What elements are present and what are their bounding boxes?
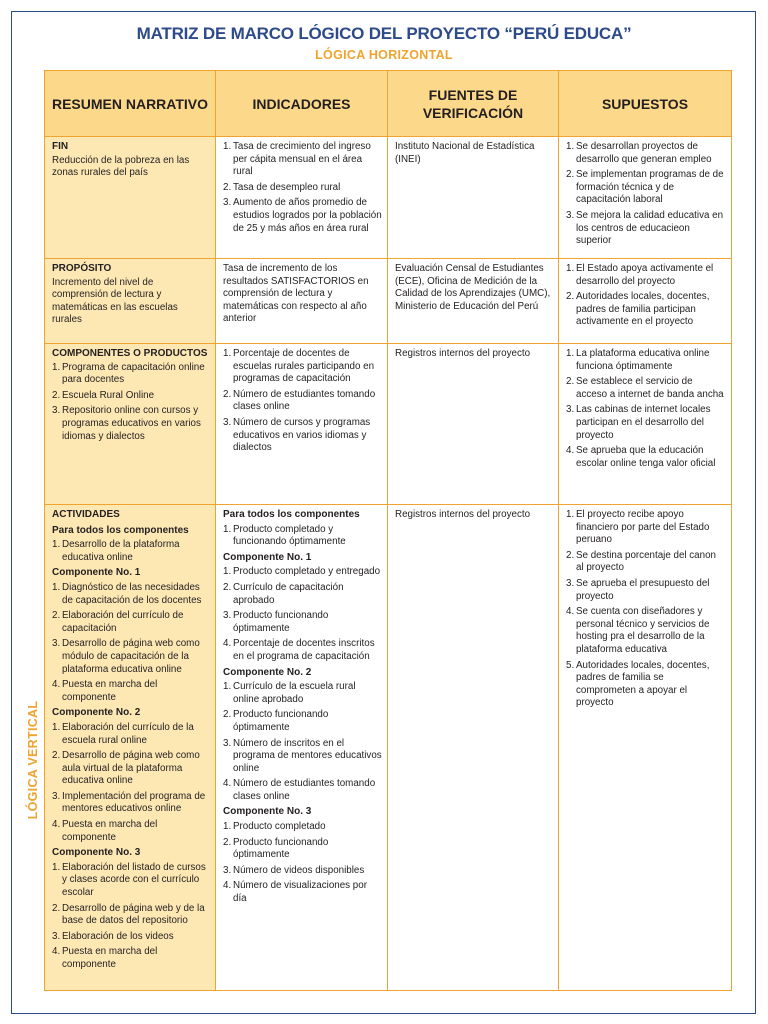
list-item: 2. Currículo de capacitación aprobado [223, 581, 344, 606]
actividades-indicators-cell [216, 505, 388, 991]
list-item: 3. Repositorio online con cursos y programas educativos en varios idiomas y dialectos [52, 405, 201, 442]
list-item: 1. Tasa de crecimiento del ingreso per cápita mensual en el área rural [223, 141, 371, 178]
list-item: 1. Programa de capacitación online para docentes [52, 361, 205, 386]
list-item: 4. Puesta en marcha del componente [52, 819, 158, 843]
list-item: 4. Se cuenta con diseñadores y personal técnico y servicios de hosting pra el desarrollo de la plataforma educativa [566, 606, 710, 655]
list-item: 4. Se aprueba que la educación escolar online tenga valor oficial [566, 445, 716, 469]
list-item: 1. Producto completado [223, 821, 326, 833]
group-label: Componente No. 2 [52, 707, 141, 719]
header-indicators: INDICADORES [216, 71, 388, 137]
proposito-assumptions-cell [559, 259, 732, 344]
list-item: 3. Desarrollo de página web como módulo de capacitación de la plataforma educativa online [52, 638, 200, 675]
actividades-sources: Registros internos del proyecto [395, 509, 531, 520]
list-item: 3. Aumento de años promedio de estudios logrados por la población de 25 y más años en área rural [223, 197, 382, 234]
group-label: Componente No. 1 [52, 567, 141, 579]
fin-sources-cell [388, 137, 559, 259]
componentes-narrative-cell [45, 344, 216, 505]
fin-text: Reducción de la pobreza en las zonas rurales del país [52, 154, 190, 179]
group-label: Para todos los componentes [223, 509, 360, 520]
list-item: 3. Implementación del programa de mentores educativos online [52, 790, 206, 815]
list-item: 3. Producto funcionando óptimamente [223, 610, 329, 634]
list-item: 3. Se mejora la calidad educativa en los centros de educacieon superior [566, 209, 724, 247]
page-subtitle: LÓGICA HORIZONTAL [315, 48, 453, 62]
list-item: 3. Elaboración de los videos [52, 930, 174, 942]
list-item: 1. La plataforma educativa online funciona óptimamente [566, 348, 710, 372]
list-item: 4. Número de estudiantes tomando clases online [223, 778, 376, 802]
componentes-assumptions-cell [559, 344, 732, 505]
list-item: 1. Elaboración del listado de cursos y clases acorde con el currículo escolar [52, 861, 206, 899]
logframe-matrix [44, 70, 732, 991]
row-proposito [45, 259, 732, 344]
header-row [45, 71, 732, 137]
proposito-text: Incremento del nivel de comprensión de lectura y matemáticas en las escuelas rurales [52, 276, 178, 326]
list-item: 2. Tasa de desempleo rural [223, 181, 341, 193]
actividades-assumptions-cell [559, 505, 732, 991]
list-item: 1. Desarrollo de la plataforma educativa online [52, 539, 180, 563]
list-item: 2. Número de estudiantes tomando clases online [223, 388, 376, 413]
list-item: 1. Producto completado y funcionando óptimamente [223, 523, 346, 548]
group-label: Componente No. 3 [223, 806, 312, 818]
group-label: Para todos los componentes [52, 524, 189, 536]
page-title: MATRIZ DE MARCO LÓGICO DEL PROYECTO “PERÚ EDUCA” [136, 24, 632, 43]
proposito-indicators-cell [216, 259, 388, 344]
list-item: 1. Diagnóstico de las necesidades de capacitación de los docentes [52, 581, 202, 606]
fin-sources: Instituto Nacional de Estadística (INEI) [395, 141, 535, 165]
list-item: 2. Se destina porcentaje del canon al proyecto [566, 549, 716, 574]
group-label: Componente No. 3 [52, 847, 141, 859]
fin-title: FIN [52, 141, 69, 152]
list-item: 4. Número de visualizaciones por día [223, 880, 367, 905]
list-item: 1. Producto completado y entregado [223, 566, 381, 578]
list-item: 2. Desarrollo de página web como aula virtual de la plataforma educativa online [52, 750, 200, 787]
list-item: 3. Se aprueba el presupuesto del proyecto [566, 577, 710, 602]
list-item: 1. El proyecto recibe apoyo financiero por parte del Estado peruano [566, 509, 710, 546]
list-item: 2. Producto funcionando óptimamente [223, 709, 329, 733]
actividades-narrative-cell [45, 505, 216, 991]
list-item: 1. Porcentaje de docentes de escuelas rurales participando en programas de capacitación [223, 348, 375, 385]
list-item: 4. Puesta en marcha del componente [52, 679, 158, 703]
list-item: 1. Currículo de la escuela rural online aprobado [223, 681, 356, 705]
list-item: 2. Autoridades locales, docentes, padres de familia participan activamente en el proyecto [566, 291, 710, 328]
header-narrative: RESUMEN NARRATIVO [45, 71, 216, 137]
list-item: 1. Elaboración del currículo de la escuela rural online [52, 721, 194, 746]
proposito-sources: Evaluación Censal de Estudiantes (ECE), Oficina de Medición de la Calidad de los Aprendizajes (UMC), Ministerio de Educación del Perú [395, 263, 551, 312]
componentes-sources-cell [388, 344, 559, 505]
list-item: 2. Se implementan programas de de formación técnica y de capacitación laboral [566, 169, 724, 206]
list-item: 2. Elaboración del currículo de capacitación [52, 610, 184, 634]
list-item: 5. Autoridades locales, docentes, padres de familia se comprometen a apoyar el proyecto [566, 659, 710, 709]
vertical-logic-text: LÓGICA VERTICAL [26, 700, 40, 820]
row-fin [45, 137, 732, 259]
actividades-title: ACTIVIDADES [52, 509, 120, 520]
list-item: 3. Las cabinas de internet locales participan en el desarrollo del proyecto [566, 404, 711, 441]
componentes-title: COMPONENTES O PRODUCTOS [52, 348, 208, 359]
proposito-narrative-cell [45, 259, 216, 344]
list-item: 2. Desarrollo de página web y de la base de datos del repositorio [52, 902, 205, 927]
list-item: 3. Número de cursos y programas educativos en varios idiomas y dialectos [223, 416, 371, 454]
list-item: 3. Número de videos disponibles [223, 864, 365, 876]
list-item: 4. Puesta en marcha del componente [52, 946, 158, 970]
proposito-sources-cell [388, 259, 559, 344]
list-item: 1. Se desarrollan proyectos de desarrollo que generan empleo [566, 141, 712, 165]
header-sources: FUENTES DE VERIFICACIÓN [388, 71, 559, 137]
componentes-indicators-cell [216, 344, 388, 505]
group-label: Componente No. 2 [223, 666, 312, 678]
group-label: Componente No. 1 [223, 551, 312, 563]
list-item: 1. El Estado apoya activamente el desarrollo del proyecto [566, 263, 714, 287]
row-componentes [45, 344, 732, 505]
list-item: 2. Se establece el servicio de acceso a internet de banda ancha [566, 376, 724, 400]
actividades-sources-cell [388, 505, 559, 991]
list-item: 4. Porcentaje de docentes inscritos en el programa de capacitación [223, 638, 375, 662]
list-item: 3. Número de inscritos en el programa de mentores educativos online [223, 737, 382, 774]
header-assumptions: SUPUESTOS [559, 71, 732, 137]
proposito-title: PROPÓSITO [52, 263, 112, 274]
list-item: 2. Producto funcionando óptimamente [223, 836, 329, 861]
proposito-indicator: Tasa de incremento de los resultados SATISFACTORIOS en comprensión de lectura y matemáticas con respecto al año anterior [223, 263, 369, 325]
componentes-sources: Registros internos del proyecto [395, 348, 531, 359]
fin-indicators-cell [216, 137, 388, 259]
row-actividades [45, 505, 732, 991]
fin-assumptions-cell [559, 137, 732, 259]
fin-narrative-cell [45, 137, 216, 259]
list-item: 2. Escuela Rural Online [52, 389, 155, 401]
